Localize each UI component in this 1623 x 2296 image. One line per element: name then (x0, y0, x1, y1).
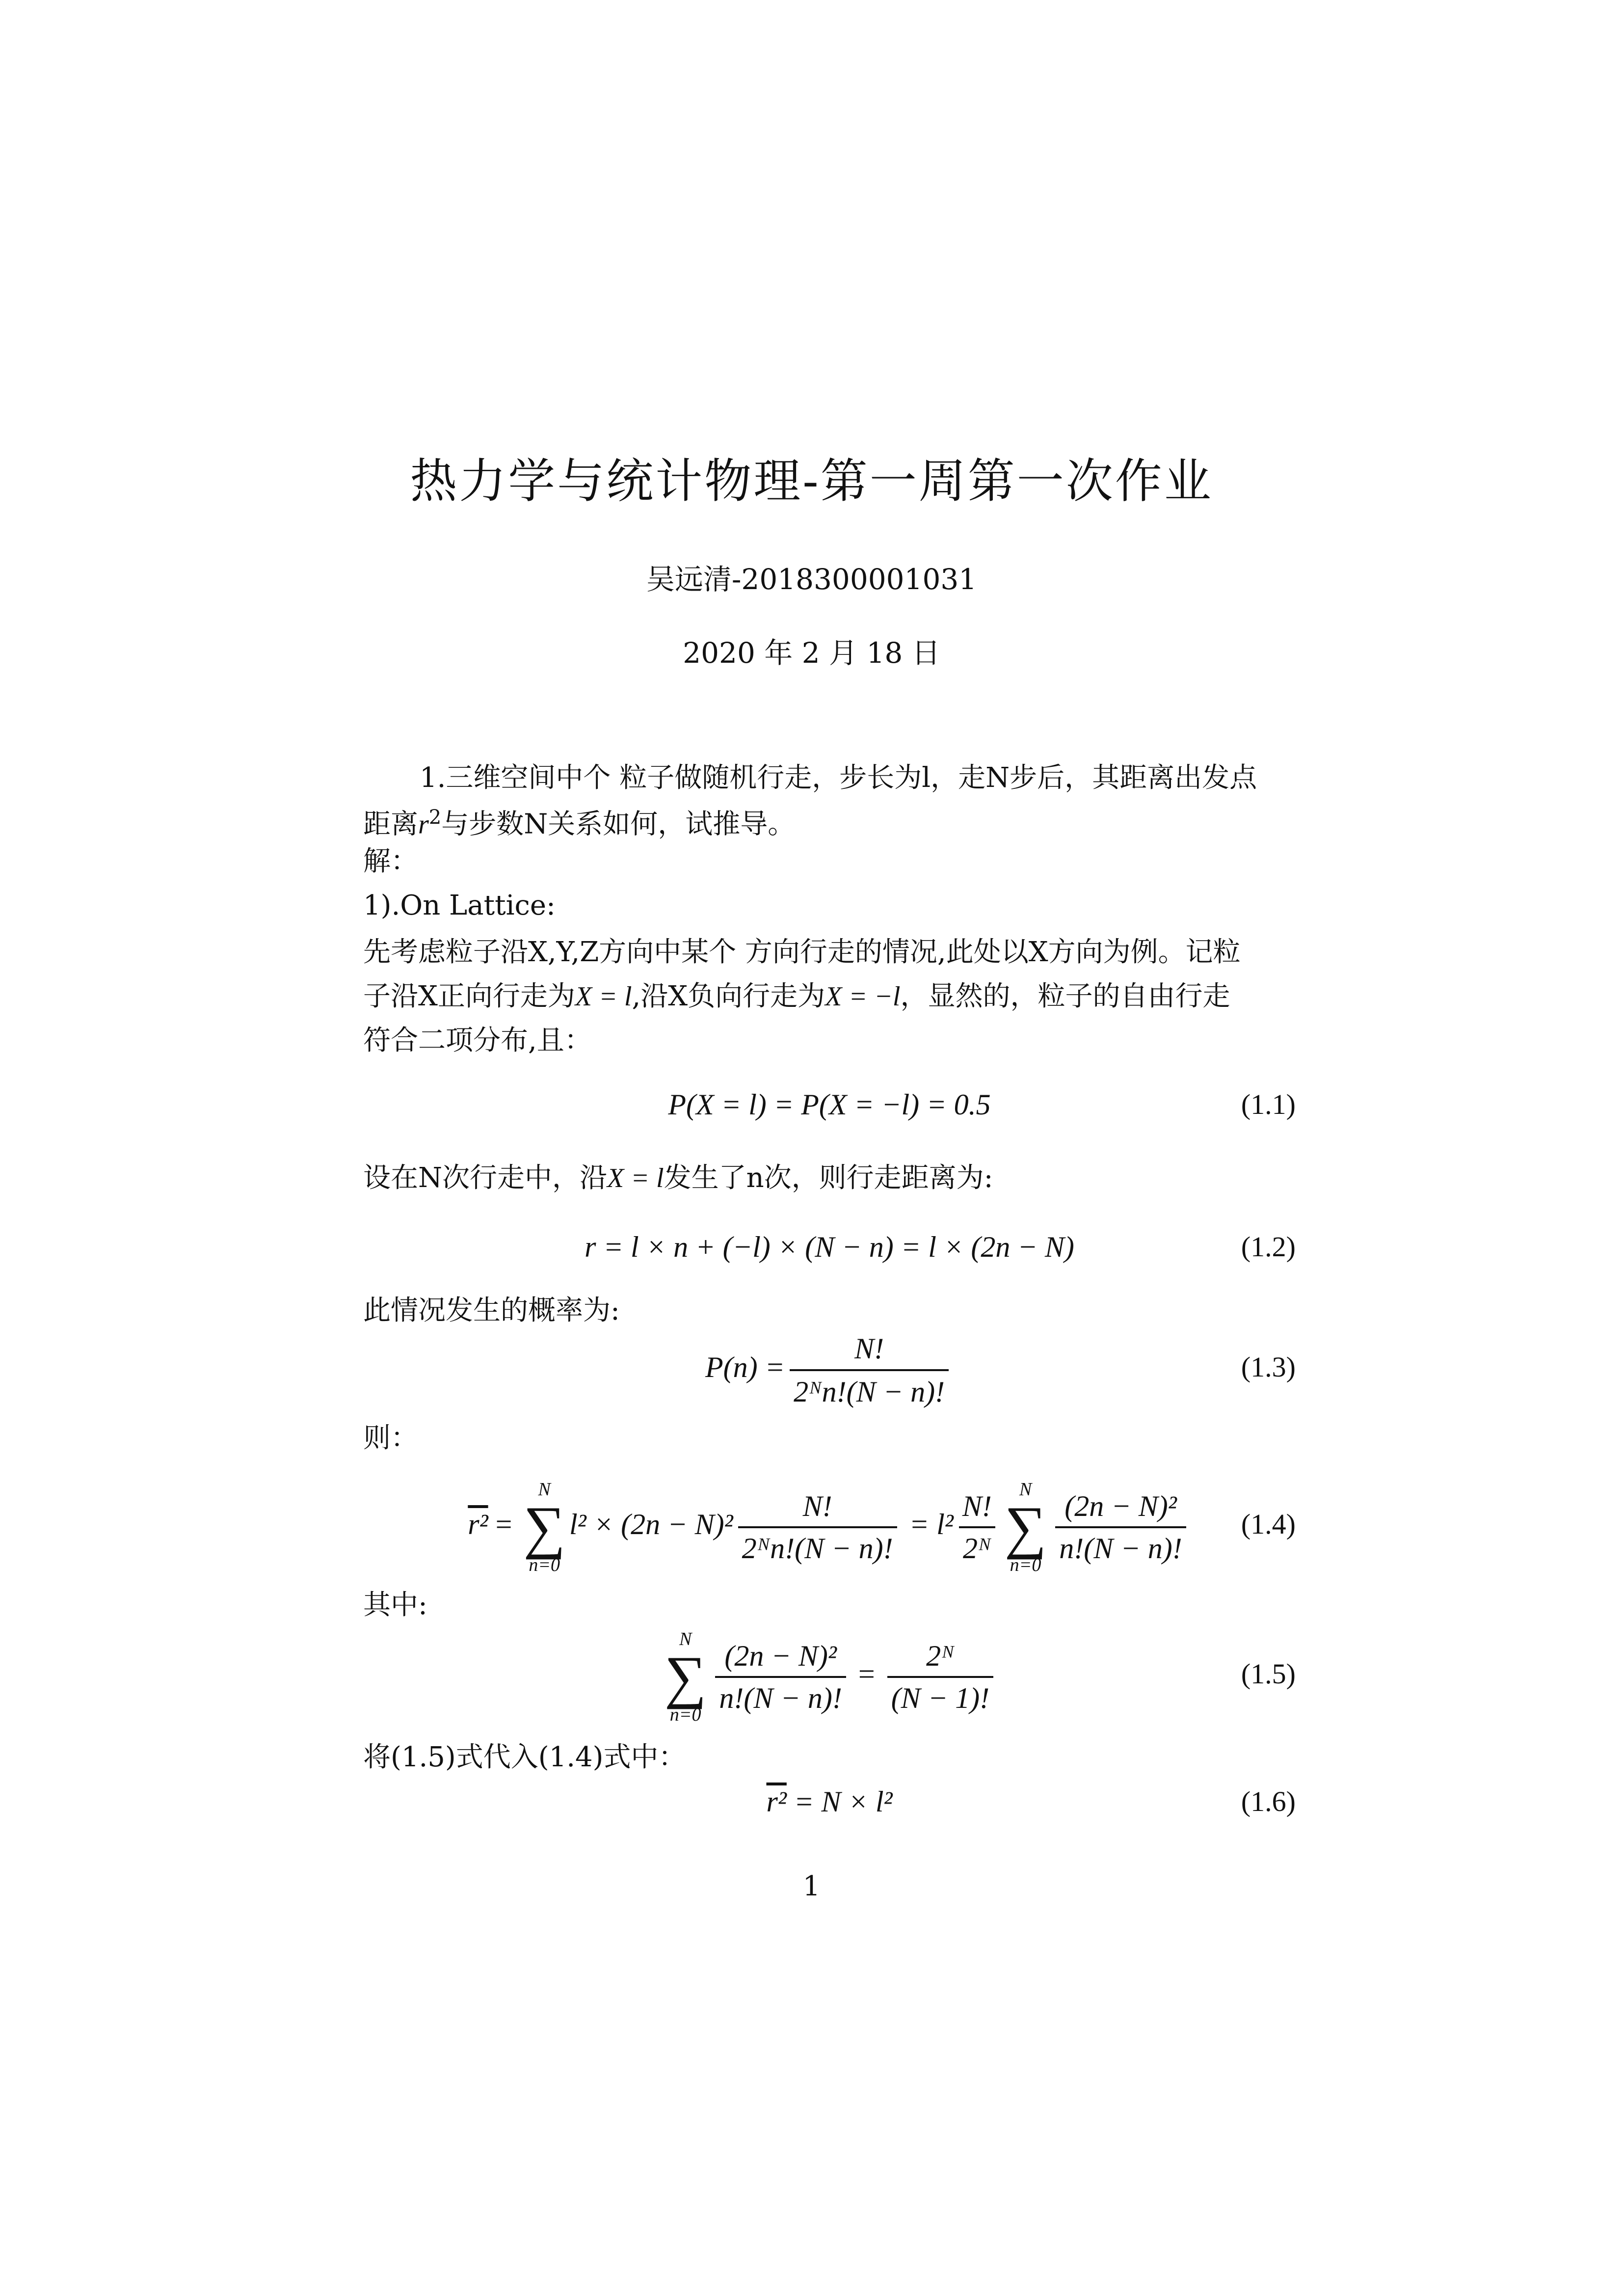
equation-1-5-sum-lower: n=0 (669, 1704, 701, 1726)
equation-1-5-sum-upper: N (679, 1629, 692, 1650)
equation-1-3 (363, 1325, 1296, 1409)
text-before-1-2-b: 发生了n次，则行走距离为: (664, 1162, 993, 1194)
equation-1-4-number: (1.4) (1241, 1508, 1296, 1540)
equation-1-4-equals: = (495, 1508, 512, 1540)
equation-1-4-fraction-2 (958, 1489, 996, 1566)
text-before-1-4: 则： (363, 1422, 418, 1454)
equation-1-6 (363, 1782, 1296, 1821)
problem-line-2-pre: 距离 (363, 808, 418, 840)
equation-1-4-sum2-lower: n=0 (1010, 1555, 1041, 1576)
equation-1-4-sum2-upper: N (1019, 1479, 1032, 1500)
solution-label: 解： (363, 845, 418, 877)
equation-1-4-sum-upper: N (538, 1479, 551, 1500)
paragraph-line-2-b: ,沿X负向行走为 (632, 980, 825, 1012)
equation-1-5-equals: = (858, 1658, 875, 1690)
date-line: 2020 年 2 月 18 日 (683, 636, 940, 670)
equation-1-1-number: (1.1) (1241, 1088, 1296, 1120)
section-heading: 1).On Lattice: (363, 890, 556, 921)
equation-1-5-sum (665, 1628, 707, 1726)
equation-1-5-body (363, 1620, 1296, 1728)
sigma-icon: ∑ (523, 1494, 565, 1560)
equation-1-5-f2-numerator: 2ᴺ (926, 1640, 955, 1673)
equation-1-4-f1-numerator: N! (802, 1490, 832, 1523)
text-before-1-2-math: X = l (607, 1163, 664, 1193)
equation-1-5-f2-denominator: (N − 1)! (887, 1676, 993, 1715)
sigma-icon: ∑ (664, 1644, 707, 1710)
problem-line-2-post: 与步数N关系如何，试推导。 (441, 808, 796, 840)
equation-1-3-lhs: P(n) = (705, 1351, 785, 1383)
equation-1-4-equals-2: = l² (909, 1508, 954, 1540)
equation-1-4-f2-denominator: 2ᴺ (959, 1526, 995, 1566)
problem-line-2-sup: 2 (428, 806, 442, 829)
equation-1-5-fraction-2 (887, 1639, 993, 1715)
equation-1-4-f3-numerator: (2n − N)² (1064, 1490, 1177, 1523)
problem-line-2 (363, 798, 1296, 844)
paragraph-line-2 (363, 977, 1296, 1016)
equation-1-4-term: l² × (2n − N)² (569, 1508, 733, 1540)
equation-1-2-number: (1.2) (1241, 1231, 1296, 1263)
equation-1-4-body (363, 1468, 1296, 1581)
equation-1-2 (363, 1227, 1296, 1267)
text-before-1-2 (363, 1159, 1296, 1198)
equation-1-6-number: (1.6) (1241, 1785, 1296, 1817)
equation-1-6-lhs: r² (766, 1785, 787, 1818)
text-before-1-3: 此情况发生的概率为: (363, 1295, 620, 1326)
equation-1-4-sum-2 (1005, 1479, 1047, 1576)
equation-1-4 (363, 1468, 1296, 1581)
equation-1-3-number: (1.3) (1241, 1351, 1296, 1383)
equation-1-1 (363, 1085, 1296, 1124)
equation-1-1-body: P(X = l) = P(X = −l) = 0.5 (668, 1088, 991, 1121)
equation-1-4-f2-numerator: N! (962, 1490, 992, 1523)
equation-1-6-rhs: = N × l² (794, 1785, 893, 1818)
page-number: 1 (802, 1870, 821, 1902)
paragraph-line-2-a: 子沿X正向行走为 (363, 980, 575, 1012)
equation-1-4-fraction-3 (1055, 1489, 1186, 1566)
text-before-1-6: 将(1.5)式代入(1.4)式中： (363, 1741, 686, 1773)
equation-1-3-numerator: N! (854, 1332, 884, 1365)
problem-line-1: 1.三维空间中个 粒子做随机行走，步长为l，走N步后，其距离出发点 (420, 762, 1257, 794)
equation-1-5-number: (1.5) (1241, 1658, 1296, 1690)
document-title: 热力学与统计物理-第一周第一次作业 (410, 454, 1213, 509)
equation-1-4-sum (523, 1479, 565, 1576)
equation-1-4-lhs: r² (468, 1508, 488, 1540)
paragraph-line-3: 符合二项分布,且： (363, 1025, 592, 1056)
text-before-1-5: 其中: (363, 1589, 427, 1621)
equation-1-6-body (363, 1782, 1296, 1821)
equation-1-3-body (363, 1325, 1296, 1409)
equation-1-5-f1-numerator: (2n − N)² (724, 1640, 837, 1673)
sigma-icon: ∑ (1004, 1494, 1047, 1560)
equation-1-5 (363, 1620, 1296, 1728)
paragraph-line-2-c: ，显然的，粒子的自由行走 (900, 980, 1230, 1012)
author-line: 吴远清-2018300001031 (646, 563, 977, 596)
paragraph-line-1: 先考虑粒子沿X,Y,Z方向中某个 方向行走的情况,此处以X方向为例。记粒 (363, 936, 1241, 968)
paragraph-line-2-math-1: X = l (575, 981, 632, 1012)
equation-1-4-fraction-1 (738, 1489, 897, 1566)
equation-1-3-fraction (790, 1331, 949, 1409)
equation-1-2-body: r = l × n + (−l) × (N − n) = l × (2n − N) (585, 1231, 1074, 1263)
equation-1-4-sum-lower: n=0 (529, 1555, 560, 1576)
equation-1-4-f3-denominator: n!(N − n)! (1055, 1526, 1186, 1566)
equation-1-5-fraction-1 (715, 1639, 846, 1715)
problem-line-2-math: r (418, 809, 429, 840)
text-before-1-2-a: 设在N次行走中，沿 (363, 1162, 607, 1194)
paragraph-line-2-math-2: X = −l (825, 981, 901, 1012)
equation-1-4-f1-denominator: 2ᴺn!(N − n)! (738, 1526, 897, 1566)
equation-1-5-f1-denominator: n!(N − n)! (715, 1676, 846, 1715)
equation-1-3-denominator: 2ᴺn!(N − n)! (790, 1369, 949, 1409)
